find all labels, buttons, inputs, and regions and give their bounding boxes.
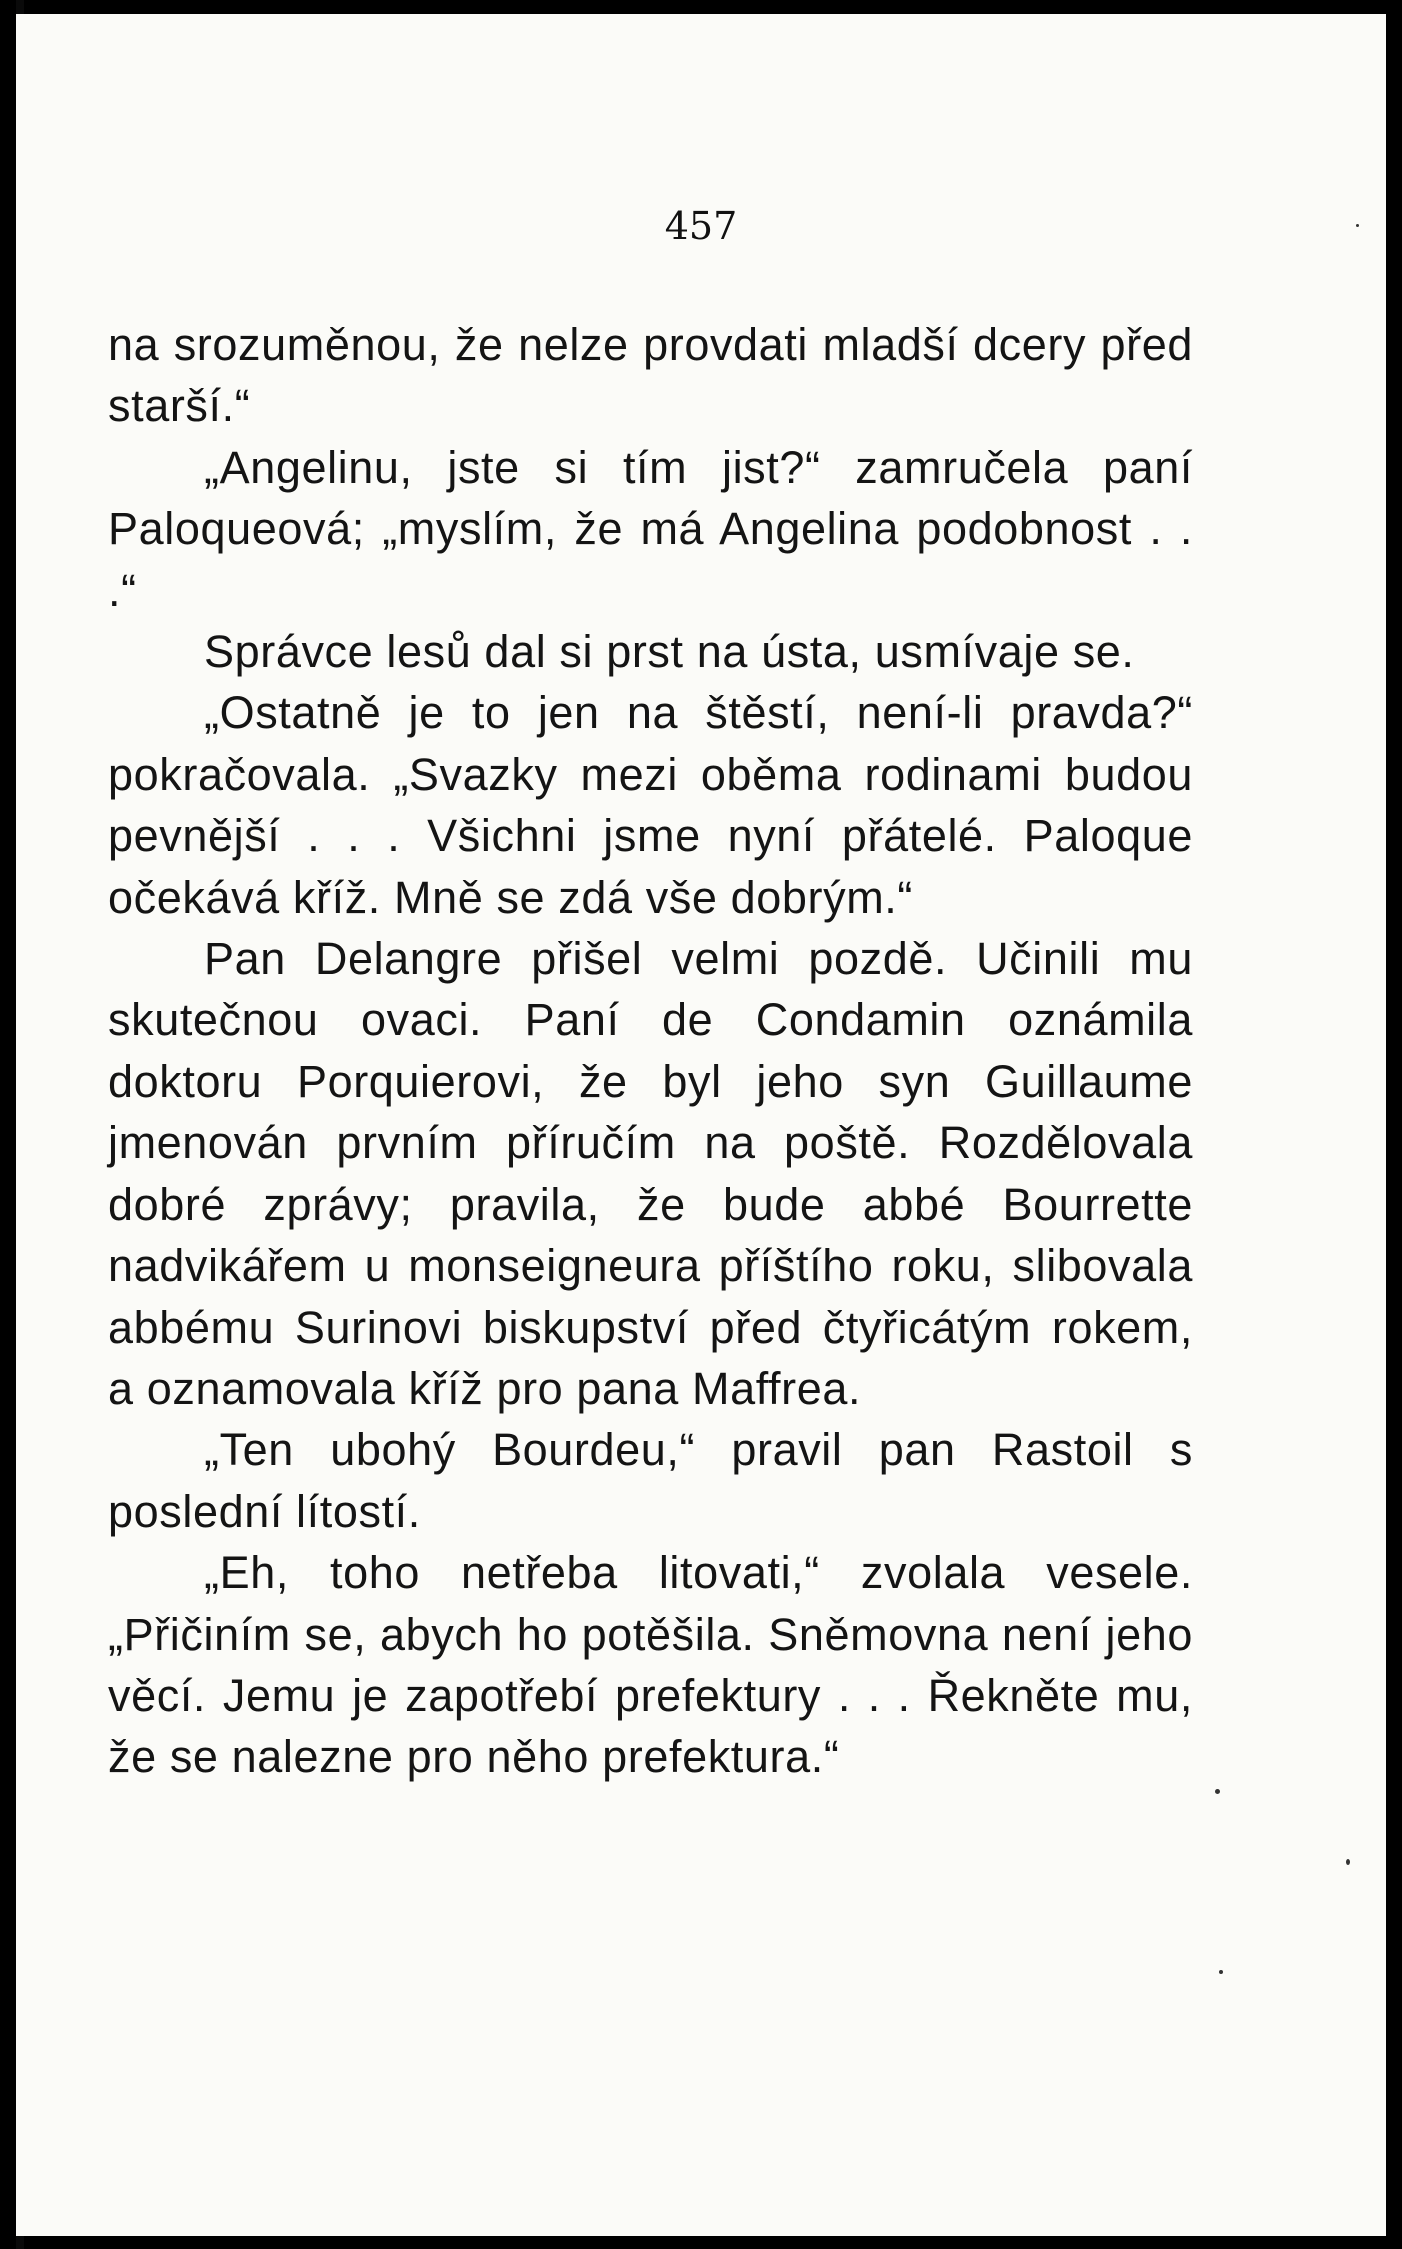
scan-speck [1356, 224, 1359, 227]
book-page [16, 14, 1386, 2236]
paragraph: „Angelinu, jste si tím jist?“ zamručela paní Paloqueová; „myslím, že má Angelina podobnost . . .“ [108, 441, 1193, 616]
paragraph: „Ostatně je to jen na štěstí, není-li pravda?“ pokračovala. „Svazky mezi oběma rodinami budou pevnější . . . Všichni jsme nyní přátelé. Paloque očekává kříž. Mně se zdá vše dobrým.“ [108, 687, 1193, 923]
scan-speck [1219, 1970, 1223, 1974]
paragraph: na srozuměnou, že nelze provdati mladší dcery před starší.“ [108, 319, 1193, 432]
body-text [108, 314, 1193, 1788]
page-number: 457 [664, 204, 738, 248]
paragraph: „Ten ubohý Bourdeu,“ pravil pan Rastoil s poslední lítostí. [108, 1424, 1193, 1537]
scan-speck [1346, 1859, 1350, 1865]
scan-speck [1215, 1789, 1220, 1794]
scan-border [1386, 0, 1402, 2249]
paragraph: Správce lesů dal si prst na ústa, usmívaje se. [204, 626, 1135, 678]
paragraph: „Eh, toho netřeba litovati,“ zvolala vesele. „Přičiním se, abych ho potěšila. Sněmovna není jeho věcí. Jemu je zapotřebí prefektury . . . Řekněte mu, že se nalezne pro něho prefektura.“ [108, 1547, 1193, 1783]
paragraph: Pan Delangre přišel velmi pozdě. Učinili mu skutečnou ovaci. Paní de Condamin oznámila doktoru Porquierovi, že byl jeho syn Guillaume jmenován prvním příručím na poště. Rozdělovala dobré zprávy; pravila, že bude abbé Bourrette nadvikářem u monseigneura příštího roku, slibovala abbému Surinovi biskupství před čtyřicátým rokem, a oznamovala kříž pro pana Maffrea. [108, 933, 1193, 1414]
